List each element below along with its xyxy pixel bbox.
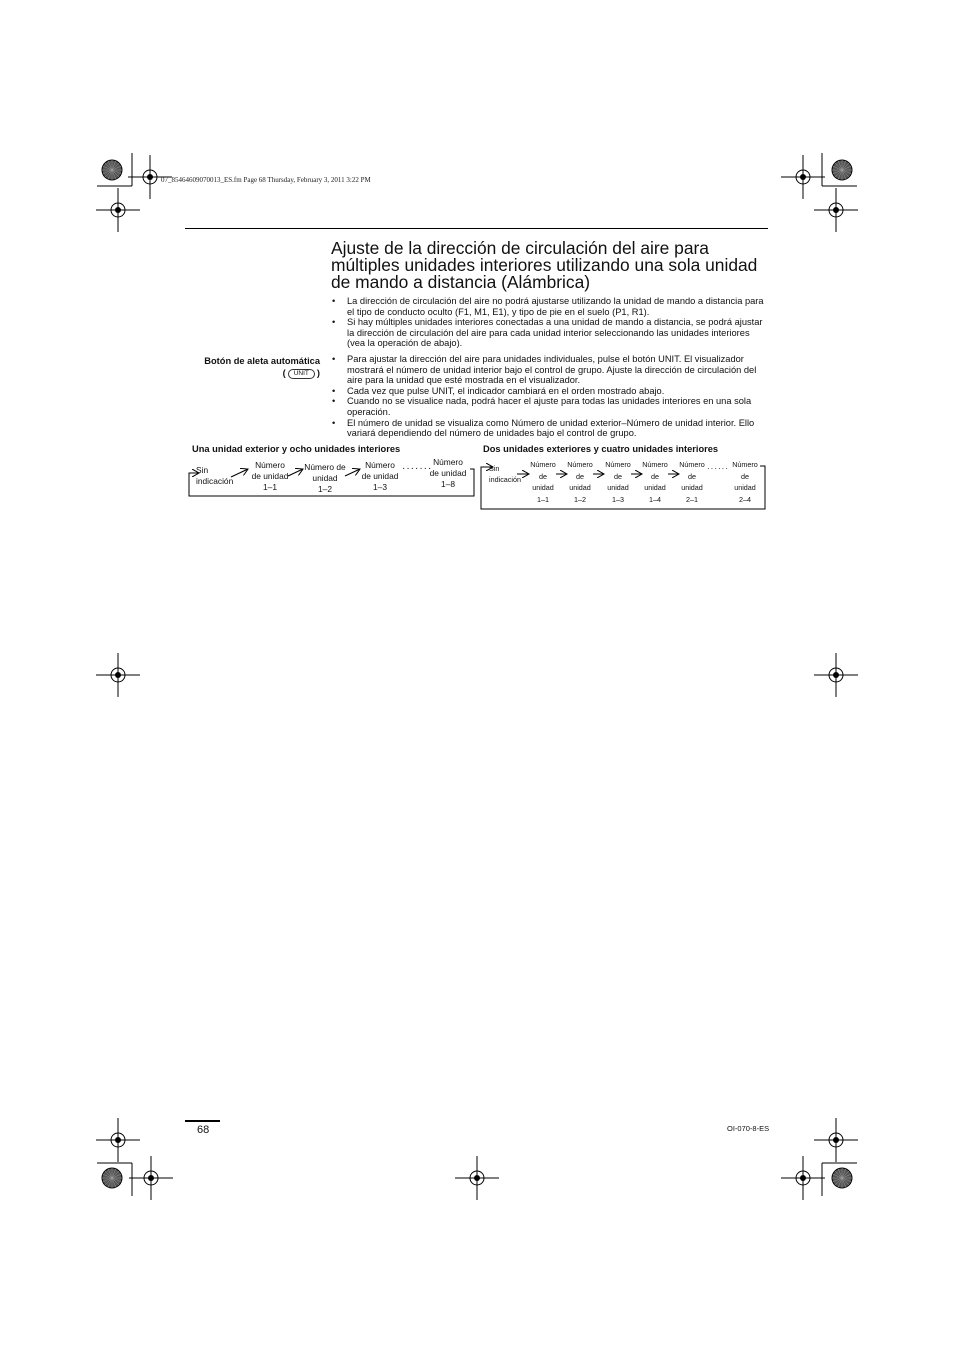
- node-line: 1–3: [373, 481, 387, 492]
- diagram2-ellipsis: ······: [707, 464, 729, 473]
- diagram1-title: Una unidad exterior y ocho unidades interiores: [192, 444, 401, 454]
- node-line: de: [614, 471, 622, 481]
- node-line: de: [539, 471, 547, 481]
- node-line: 1–2: [574, 494, 586, 504]
- node-line: 1–3: [612, 494, 624, 504]
- node-line: indicación: [489, 475, 521, 484]
- title-line: de mando a distancia (Alámbrica): [331, 272, 591, 292]
- node-line: de: [688, 471, 696, 481]
- diagram1-arrow: [345, 469, 360, 476]
- document-code: OI-070-8-ES: [727, 1124, 770, 1133]
- paren-open: (: [282, 368, 286, 378]
- node-line: Número: [679, 460, 705, 469]
- node-line: Número: [732, 460, 758, 469]
- bullet-item: • Cada vez que pulse UNIT, el indicador cambiará en el orden mostrado abajo.: [331, 386, 768, 397]
- node-line: Sin: [489, 464, 500, 473]
- node-line: Número: [530, 460, 556, 469]
- node-line: unidad: [734, 483, 756, 492]
- node-line: 1–1: [537, 494, 549, 504]
- diagram1-arrow: [231, 469, 248, 477]
- node-line: de unidad: [251, 470, 289, 481]
- diagram1-arrow: [288, 469, 303, 476]
- node-line: 1–2: [318, 483, 332, 494]
- node-line: Número: [255, 460, 285, 470]
- bullet-item: • El número de unidad se visualiza como Número de unidad exterior–Número de unidad interior. Ello variará dependiendo del número de unidades bajo el control de grupo.: [331, 418, 768, 439]
- node-line: Número: [605, 460, 631, 469]
- node-line: 2–1: [686, 494, 698, 504]
- node-line: unidad: [569, 483, 591, 492]
- diagram2-title: Dos unidades exteriores y cuatro unidades interiores: [483, 444, 719, 454]
- title-line: Ajuste de la dirección de circulación del aire para: [331, 238, 709, 258]
- unit-button-icon: UNIT: [288, 369, 315, 379]
- bullet-item: • La dirección de circulación del aire no podrá ajustarse utilizando la unidad de mando a distancia para el tipo de conducto oculto (F1, M1, E1), y tipo de pie en el suelo (P1, R1).: [331, 296, 768, 317]
- node-line: de: [576, 471, 584, 481]
- node-line: Número de: [304, 462, 346, 472]
- node-line: unidad: [644, 483, 666, 492]
- node-line: de: [651, 471, 659, 481]
- bullet-item: • Si hay múltiples unidades interiores conectadas a una unidad de mando a distancia, se podrá ajustar la dirección de circulación del aire para cada unidad interior seleccionando las unidades interiores (vea la operación de abajo).: [331, 317, 768, 349]
- node-line: 1–8: [441, 478, 455, 489]
- node-line: indicación: [196, 475, 234, 486]
- node-line: Número: [433, 457, 463, 467]
- node-line: Sin: [196, 465, 209, 475]
- node-line: de unidad: [361, 470, 399, 481]
- diagram1-loop: [189, 469, 474, 496]
- diagram1-ellipsis: ·······: [402, 463, 433, 474]
- footer-rule: [185, 1120, 220, 1122]
- node-line: unidad: [532, 483, 554, 492]
- node-line: Número: [642, 460, 668, 469]
- node-line: de unidad: [429, 467, 467, 478]
- bullet-item: • Para ajustar la dirección del aire para unidades individuales, pulse el botón UNIT. El visualizador mostrará el número de unidad interior bajo el control de grupo. Ajuste la dirección de circulación del aire para la unidad que esté mostrada en el visualizador.: [331, 354, 768, 386]
- diagram2-loop: [481, 466, 765, 509]
- page-number: 68: [197, 1124, 210, 1136]
- node-line: 1–4: [649, 494, 661, 504]
- node-line: Número: [567, 460, 593, 469]
- node-line: unidad: [312, 472, 338, 483]
- file-header: 07_85464609070013_ES.fm Page 68 Thursday, February 3, 2011 3:22 PM: [161, 176, 371, 184]
- auto-flap-button-label: Botón de aleta automática: [204, 356, 320, 366]
- node-line: unidad: [681, 483, 703, 492]
- node-line: 1–1: [263, 481, 277, 492]
- bullet-item: • Cuando no se visualice nada, podrá hacer el ajuste para todas las unidades interiores en una sola operación.: [331, 396, 768, 417]
- node-line: 2–4: [739, 494, 751, 504]
- paren-close: ): [316, 368, 320, 378]
- node-line: unidad: [607, 483, 629, 492]
- title-line: múltiples unidades interiores utilizando una sola unidad: [331, 255, 758, 275]
- node-line: Número: [365, 460, 395, 470]
- node-line: de: [741, 471, 749, 481]
